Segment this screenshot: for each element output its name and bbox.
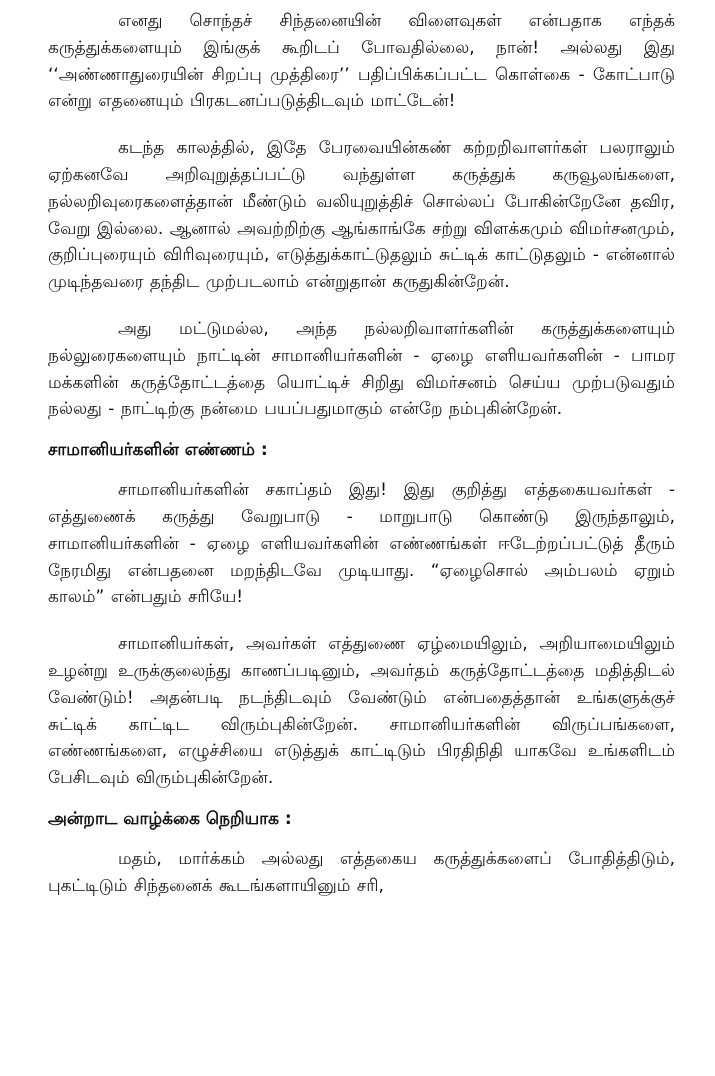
paragraph-5: சாமானியர்கள், அவர்கள் எத்துணை ஏழ்மையிலும், அறியாமையிலும் உழன்று உருக்குலைந்து காணப்படினும், அவர்தம் கருத்தோட்டத்தை மதித்திடல் வேண்டும்! அதன்படி நடந்திடவும் வேண்டும் என்பதைத்தான் உங்களுக்குச் சுட்டிக் காட்டிட விரும்புகின்றேன். சாமானியர்களின் விருப்பங்களை, எண்ணங்களை, எழுச்சியை எடுத்துக் காட்டிடும் பிரதிநிதி யாகவே உங்களிடம் பேசிடவும் விரும்புகின்றேன். <box>48 634 675 789</box>
paragraph-6: மதம், மார்க்கம் அல்லது எத்தகைய கருத்துக்களைப் போதித்திடும், புகட்டிடும் சிந்தனைக் கூடங்களாயினும் சரி, <box>48 848 675 896</box>
section-heading-2: அன்றாட வாழ்க்கை நெறியாக : <box>48 808 292 829</box>
paragraph-2: கடந்த காலத்தில், இதே பேரவையின்கண் கற்றறிவாளர்கள் பலராலும் ஏற்கனவே அறிவுறுத்தப்பட்டு வந்துள்ள கருத்துக் கருவூலங்களை, நல்லறிவுரைகளைத்தான் மீண்டும் வலியுறுத்திச் சொல்லப் போகின்றேனே தவிர, வேறு இல்லை. ஆனால் அவற்றிற்கு ஆங்காங்கே சற்று விளக்கமும் விமர்சனமும், குறிப்புரையும் விரிவுரையும், எடுத்துக்காட்டுதலும் சுட்டிக் காட்டுதலும் - என்னால் முடிந்தவரை தந்திட முற்படலாம் என்றுதான் கருதுகின்றேன். <box>48 138 675 293</box>
document-page <box>48 8 675 900</box>
paragraph-4: சாமானியர்களின் சகாப்தம் இது! இது குறித்து எத்தகையவர்கள் - எத்துணைக் கருத்து வேறுபாடு - மாறுபாடு கொண்டு இருந்தாலும், சாமானியர்களின் - ஏழை எளியவர்களின் எண்ணங்கள் ஈடேற்றப்பட்டுத் தீரும் நேரமிது என்பதனை மறந்திடவே முடியாது. “ஏழைசொல் அம்பலம் ஏறும் காலம்” என்பதும் சரியே! <box>48 480 675 608</box>
paragraph-3: அது மட்டுமல்ல, அந்த நல்லறிவாளர்களின் கருத்துக்களையும் நல்லுரைகளையும் நாட்டின் சாமானியர்களின் - ஏழை எளியவர்களின் - பாமர மக்களின் கருத்தோட்டத்தை யொட்டிச் சிறிது விமர்சனம் செய்ய முற்படுவதும் நல்லது - நாட்டிற்கு நன்மை பயப்பதுமாகும் என்றே நம்புகின்றேன். <box>48 318 675 420</box>
section-heading-1: சாமானியர்களின் எண்ணம் : <box>48 440 268 461</box>
paragraph-1: எனது சொந்தச் சிந்தனையின் விளைவுகள் என்பதாக எந்தக் கருத்துக்களையும் இங்குக் கூறிடப் போவதில்லை, நான்! அல்லது இது ‘‘அண்ணாதுரையின் சிறப்பு முத்திரை’’ பதிப்பிக்கப்பட்ட கொள்கை - கோட்பாடு என்று எதனையும் பிரகடனப்படுத்திடவும் மாட்டேன்! <box>48 11 675 112</box>
